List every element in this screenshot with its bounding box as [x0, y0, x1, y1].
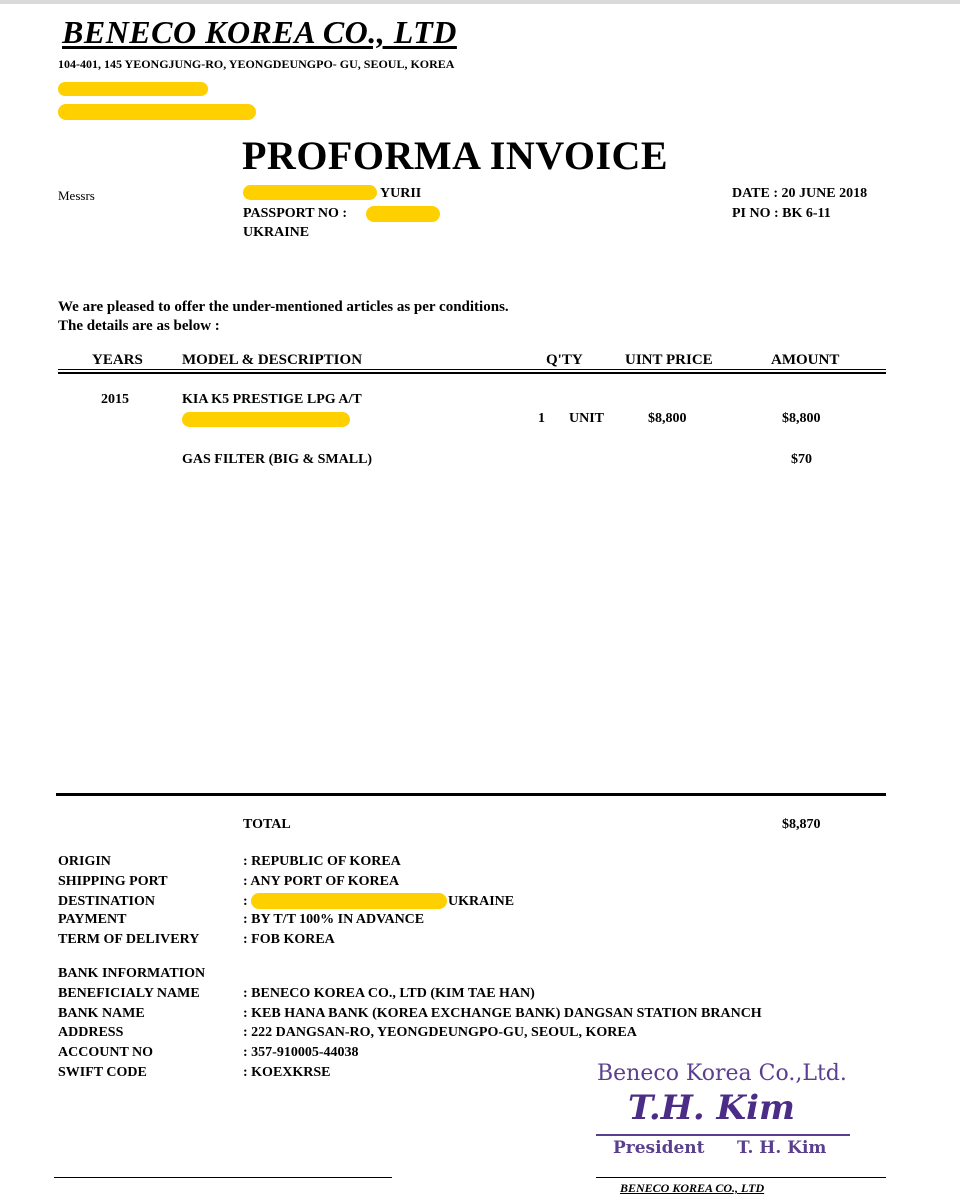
document-title: PROFORMA INVOICE	[242, 133, 669, 178]
redaction-mark	[243, 185, 377, 200]
bank-value: : BENECO KOREA CO., LTD (KIM TAE HAN)	[243, 986, 535, 1001]
page-top-border	[0, 0, 960, 4]
company-address: 104-401, 145 YEONGJUNG-RO, YEONGDEUNGPO- GU, SEOUL, KOREA	[58, 57, 455, 71]
redaction-mark	[182, 412, 350, 427]
row-unit-price: $8,800	[648, 411, 687, 426]
stamp-company: Beneco Korea Co.,Ltd.	[597, 1061, 847, 1086]
term-value: : REPUBLIC OF KOREA	[243, 854, 401, 869]
invoice-date: DATE : 20 JUNE 2018	[732, 186, 868, 201]
row-description: GAS FILTER (BIG & SMALL)	[182, 452, 373, 467]
bank-value: : 357-910005-44038	[243, 1045, 359, 1060]
term-label: TERM OF DELIVERY	[58, 932, 200, 947]
bank-label: ACCOUNT NO	[58, 1045, 154, 1060]
term-label: ORIGIN	[58, 854, 111, 869]
row-qty: 1	[538, 411, 545, 426]
header-years: YEARS	[92, 352, 143, 368]
term-label: PAYMENT	[58, 912, 127, 927]
pi-number: PI NO : BK 6-11	[732, 206, 831, 221]
header-rule-bottom	[58, 372, 886, 374]
stamp-name: T. H. Kim	[737, 1138, 827, 1158]
term-label: DESTINATION	[58, 894, 155, 909]
signature-line	[54, 1177, 392, 1178]
stamp-rule	[596, 1134, 850, 1136]
footer-company: BENECO KOREA CO., LTD	[620, 1181, 765, 1195]
row-description: KIA K5 PRESTIGE LPG A/T	[182, 392, 362, 407]
term-label: SHIPPING PORT	[58, 874, 168, 889]
row-unit: UNIT	[569, 411, 605, 426]
stamp-title: President	[613, 1138, 705, 1158]
buyer-country: UKRAINE	[243, 225, 310, 240]
total-amount: $8,870	[782, 817, 821, 832]
row-year: 2015	[101, 392, 129, 407]
total-label: TOTAL	[243, 817, 291, 832]
term-value: : FOB KOREA	[243, 932, 335, 947]
messrs-label: Messrs	[58, 188, 95, 203]
bank-label: ADDRESS	[58, 1025, 124, 1040]
bank-label: BANK NAME	[58, 1006, 145, 1021]
header-amount: AMOUNT	[771, 352, 840, 368]
bank-value: : KOEXKRSE	[243, 1065, 331, 1080]
header-rule-top	[58, 369, 886, 370]
total-rule	[56, 793, 886, 796]
redaction-mark	[58, 104, 256, 120]
company-name: BENECO KOREA CO., LTD	[62, 14, 457, 50]
redaction-mark	[251, 893, 447, 909]
header-unit-price: UINT PRICE	[625, 352, 713, 368]
intro-line-2: The details are as below :	[58, 318, 220, 334]
bank-label: SWIFT CODE	[58, 1065, 147, 1080]
row-amount: $70	[791, 452, 812, 467]
signature: T.H. Kim	[628, 1088, 795, 1128]
buyer-name: YURII	[380, 186, 422, 201]
redaction-mark	[366, 206, 440, 222]
redaction-mark	[58, 82, 208, 96]
bank-label: BENEFICIALY NAME	[58, 986, 200, 1001]
header-qty: Q'TY	[546, 352, 583, 368]
row-amount: $8,800	[782, 411, 821, 426]
term-value: : BY T/T 100% IN ADVANCE	[243, 912, 425, 927]
signature-line	[596, 1177, 886, 1178]
bank-heading: BANK INFORMATION	[58, 966, 206, 981]
header-model: MODEL & DESCRIPTION	[182, 352, 363, 368]
term-value: : ANY PORT OF KOREA	[243, 874, 400, 889]
intro-line-1: We are pleased to offer the under-mentioned articles as per conditions.	[58, 299, 509, 315]
bank-value: : KEB HANA BANK (KOREA EXCHANGE BANK) DANGSAN STATION BRANCH	[243, 1006, 762, 1021]
passport-label: PASSPORT NO :	[243, 206, 348, 221]
bank-value: : 222 DANGSAN-RO, YEONGDEUNGPO-GU, SEOUL, KOREA	[243, 1025, 637, 1040]
term-value: UKRAINE	[448, 894, 515, 909]
